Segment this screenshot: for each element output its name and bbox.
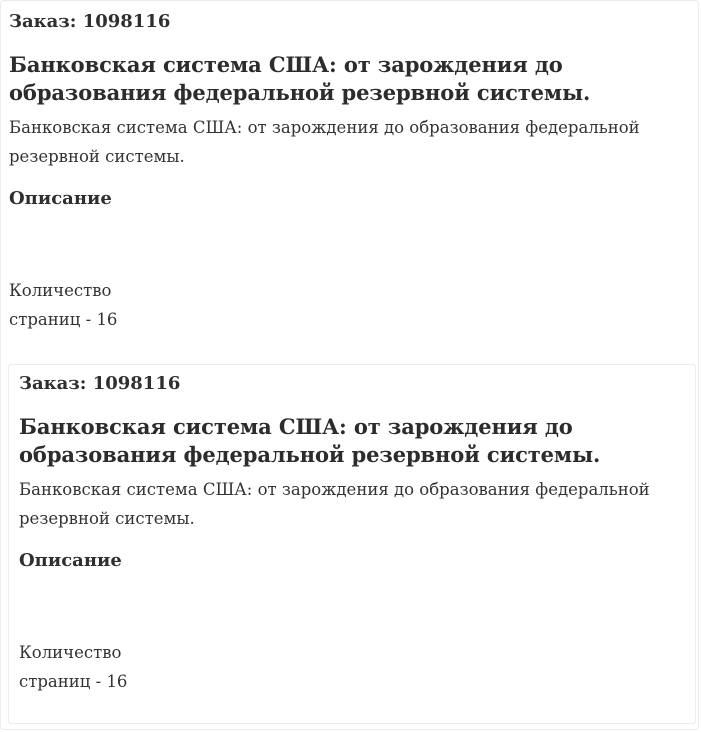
order-title: Банковская система США: от зарождения до образования федеральной резервной системы. bbox=[9, 52, 591, 105]
order-number: Заказ: 1098116 bbox=[19, 373, 181, 394]
pages-label: Количество bbox=[9, 281, 112, 300]
order-card-inner bbox=[8, 364, 696, 724]
description-heading: Описание bbox=[9, 188, 112, 209]
description-heading: Описание bbox=[19, 550, 122, 571]
order-title: Банковская система США: от зарождения до образования федеральной резервной системы. bbox=[19, 414, 601, 467]
order-subtitle: Банковская система США: от зарождения до образования федеральной резервной системы. bbox=[9, 118, 640, 166]
pages-count bbox=[9, 276, 689, 334]
order-number: Заказ: 1098116 bbox=[9, 11, 171, 32]
pages-label: Количество bbox=[19, 643, 122, 662]
pages-value: страниц - 16 bbox=[19, 672, 128, 691]
order-block-1 bbox=[9, 8, 689, 334]
pages-value: страниц - 16 bbox=[9, 310, 118, 329]
order-subtitle: Банковская система США: от зарождения до образования федеральной резервной системы. bbox=[19, 480, 650, 528]
pages-count bbox=[19, 638, 689, 696]
order-block-2 bbox=[19, 370, 689, 696]
